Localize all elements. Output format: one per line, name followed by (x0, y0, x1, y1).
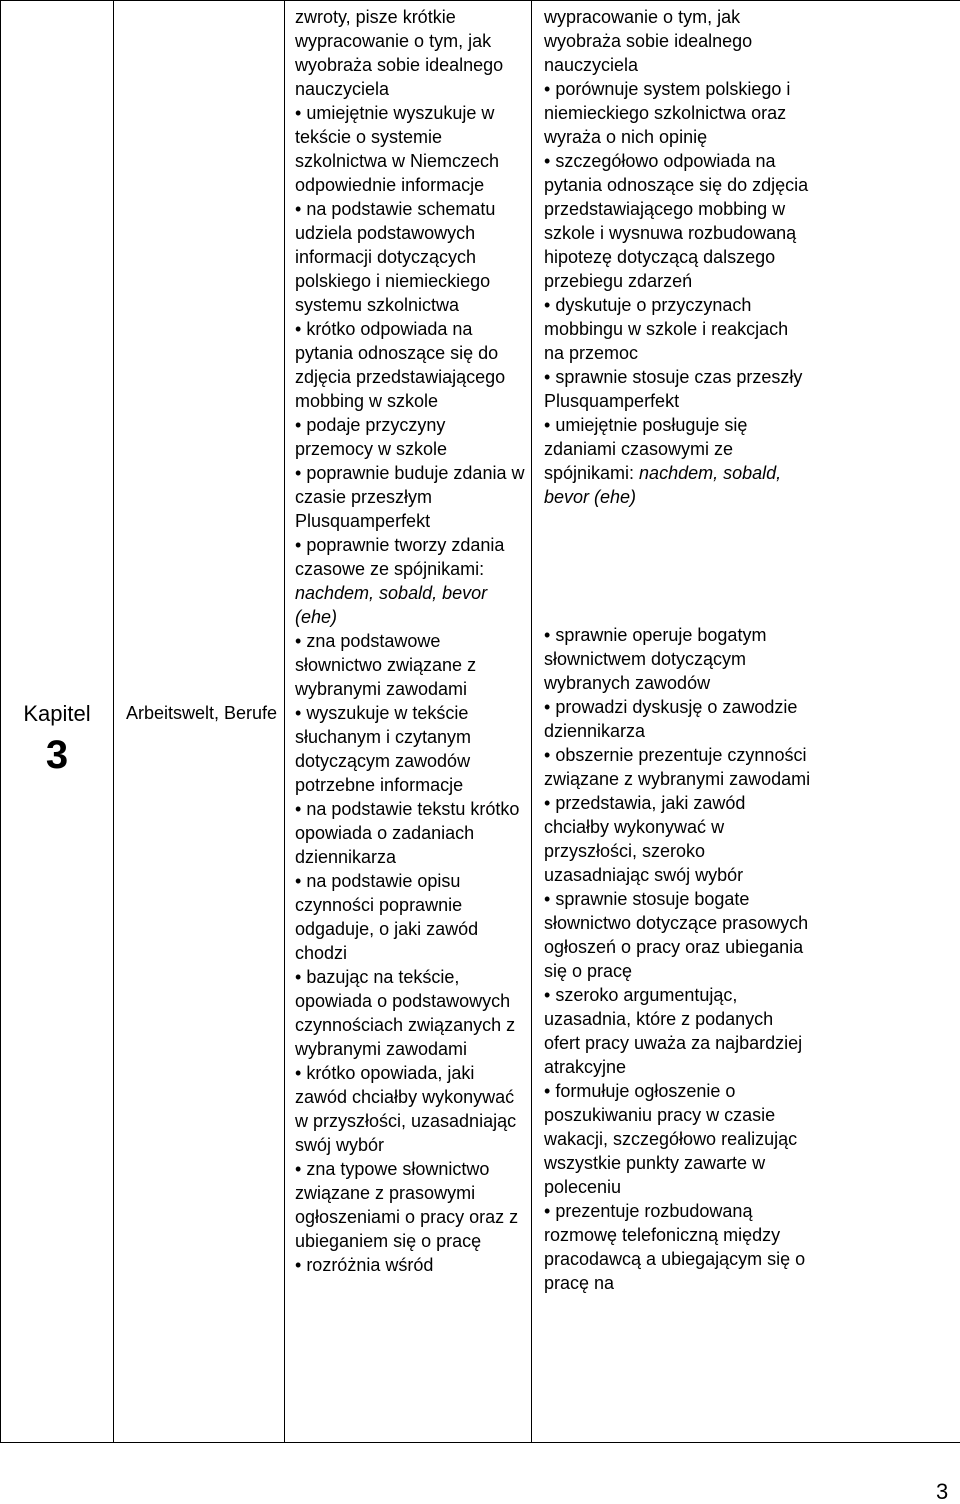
list-item-text: krótko odpowiada na pytania odnoszące się do zdjęcia przedstawiającego mobbing w szkole (295, 319, 506, 411)
list-item (295, 5, 525, 101)
list-item-text: sprawnie stosuje bogate słownictwo dotyczące prasowych ogłoszeń o pracy oraz ubiegania się o pracę (544, 889, 809, 981)
list-item (295, 629, 525, 701)
list-item-text: umiejętnie wyszukuje w tekście o systemie szkolnictwa w Niemczech odpowiednie informacje (295, 103, 500, 195)
list-item (544, 149, 812, 293)
list-item-text: szczegółowo odpowiada na pytania odnoszące się do zdjęcia przedstawiającego mobbing w szkole i wysnuwa rozbudowaną hipotezę dotyczącą dalszego przebiegu zdarzeń (544, 151, 809, 291)
list-item-text: poprawnie tworzy zdania czasowe ze spójnikami: (295, 535, 505, 579)
basic-requirements-cell (285, 1, 532, 1443)
list-item-text: zna podstawowe słownictwo związane z wybranymi zawodami (295, 631, 477, 699)
list-item (544, 77, 812, 149)
list-item-text: na podstawie tekstu krótko opowiada o zadaniach dziennikarza (295, 799, 520, 867)
list-item-text: dyskutuje o przyczynach mobbingu w szkole i reakcjach na przemoc (544, 295, 789, 363)
list-item (295, 317, 525, 413)
list-item (544, 623, 812, 695)
theme-cell (114, 1, 285, 1443)
list-item-text: prowadzi dyskusję o zawodzie dziennikarza (544, 697, 798, 741)
table-row (1, 1, 960, 1443)
list-item (295, 1061, 525, 1157)
list-item-text: szeroko argumentując, uzasadnia, które z podanych ofert pracy uważa za najbardziej atrakcyjne (544, 985, 803, 1077)
list-item-text: prezentuje rozbudowaną rozmowę telefoniczną między pracodawcą a ubiegającym się o pracę na (544, 1201, 806, 1293)
list-item-text: zna typowe słownictwo związane z prasowymi ogłoszeniami o pracy oraz z ubieganiem się o pracę (295, 1159, 519, 1251)
list-item-italic: nachdem, sobald, bevor (ehe) (544, 463, 782, 507)
list-item (295, 965, 525, 1061)
list-item (295, 197, 525, 317)
list-item-text: na podstawie schematu udziela podstawowych informacji dotyczących polskiego i niemieckiego systemu szkolnictwa (295, 199, 496, 315)
list-item-text: krótko opowiada, jaki zawód chciałby wykonywać w przyszłości, uzasadniając swój wybór (295, 1063, 517, 1155)
list-item (544, 293, 812, 365)
list-item (544, 413, 812, 509)
list-item (544, 365, 812, 413)
list-item-text: porównuje system polskiego i niemieckiego szkolnictwa oraz wyraża o nich opinię (544, 79, 791, 147)
list-item-text: przedstawia, jaki zawód chciałby wykonywać w przyszłości, szeroko uzasadniając swój wybór (544, 793, 746, 885)
list-item-text: formułuje ogłoszenie o poszukiwaniu pracy w czasie wakacji, szczegółowo realizując wszystkie punkty zawarte w poleceniu (544, 1081, 798, 1197)
list-item (295, 1253, 525, 1277)
extended-requirements-cell (532, 1, 960, 1443)
list-item (544, 695, 812, 743)
list-item-text: poprawnie buduje zdania w czasie przeszłym Plusquamperfekt (295, 463, 525, 531)
list-item-text: podaje przyczyny przemocy w szkole (295, 415, 448, 459)
extended-upper-list (544, 5, 812, 509)
list-item-text: na podstawie opisu czynności poprawnie odgaduje, o jaki zawód chodzi (295, 871, 479, 963)
list-item (295, 701, 525, 797)
list-item-italic: nachdem, sobald, bevor (ehe) (295, 583, 488, 627)
list-item-text: wypracowanie o tym, jak wyobraża sobie idealnego nauczyciela (544, 7, 753, 75)
list-item (295, 461, 525, 533)
chapter-label: Kapitel (23, 701, 91, 726)
list-item-text: sprawnie stosuje czas przeszły Plusquamperfekt (544, 367, 803, 411)
list-item-text: zwroty, pisze krótkie wypracowanie o tym, jak wyobraża sobie idealnego nauczyciela (295, 7, 504, 99)
list-item-text: bazując na tekście, opowiada o podstawowych czynnościach związanych z wybranymi zawodami (295, 967, 516, 1059)
list-item-text: rozróżnia wśród (306, 1255, 434, 1275)
list-item (544, 791, 812, 887)
list-item (295, 101, 525, 197)
list-item-text: umiejętnie posługuje się zdaniami czasowymi ze spójnikami: (544, 415, 748, 483)
list-item (295, 533, 525, 629)
list-item (295, 413, 525, 461)
chapter-number: 3 (45, 733, 69, 777)
theme-text: Arbeitswelt, Berufe (126, 703, 278, 723)
list-item (544, 983, 812, 1079)
extended-lower-list (544, 623, 812, 1295)
list-item (544, 5, 812, 77)
chapter-cell (1, 1, 114, 1443)
list-item-text: wyszukuje w tekście słuchanym i czytanym dotyczącym zawodów potrzebne informacje (295, 703, 472, 795)
list-item (544, 1079, 812, 1199)
list-item (295, 1157, 525, 1253)
basic-lower-list (295, 629, 525, 1277)
list-item (295, 797, 525, 869)
list-item (544, 887, 812, 983)
list-item-text: sprawnie operuje bogatym słownictwem dotyczącym wybranych zawodów (544, 625, 767, 693)
section-gap (544, 509, 812, 623)
basic-upper-list (295, 5, 525, 629)
list-item (544, 1199, 812, 1295)
page-number: 3 (936, 1479, 949, 1504)
list-item-text: obszernie prezentuje czynności związane z wybranymi zawodami (544, 745, 811, 789)
list-item (544, 743, 812, 791)
list-item (295, 869, 525, 965)
